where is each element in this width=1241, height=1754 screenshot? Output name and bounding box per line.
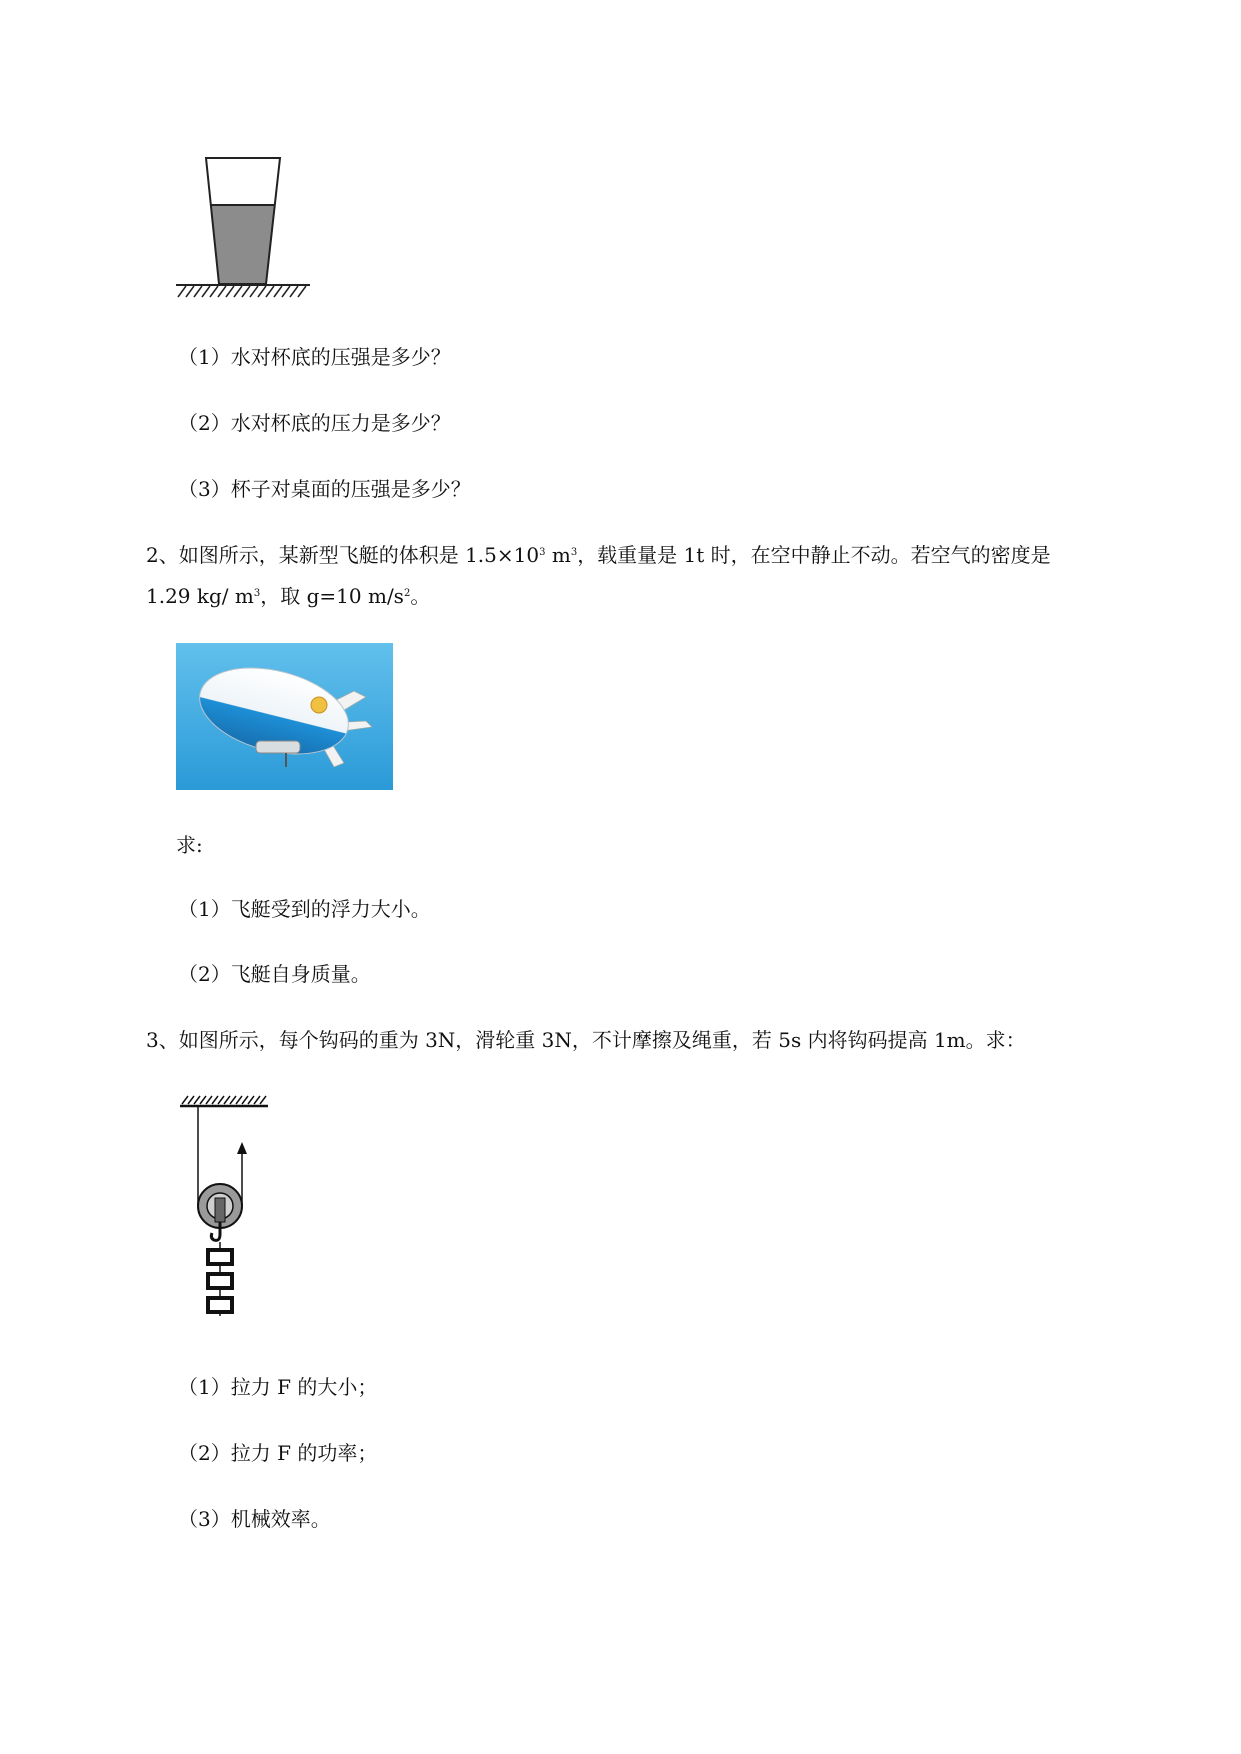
p3-q2: （2）拉力 F 的功率； (178, 1441, 378, 1465)
p2-q2: （2）飞艇自身质量。 (178, 962, 371, 986)
pulley-diagram (172, 1090, 282, 1330)
p2-q1: （1）飞艇受到的浮力大小。 (178, 897, 431, 921)
cup-diagram (150, 150, 320, 305)
p3-stem: 3、如图所示，每个钩码的重为 3N，滑轮重 3N，不计摩擦及绳重，若 5s 内将钩码提高 1m。求： (146, 1028, 1026, 1052)
p1-q3: （3）杯子对桌面的压强是多少？ (178, 477, 471, 501)
p1-q2: （2）水对杯底的压力是多少？ (178, 411, 451, 435)
p2-stem-line1: 2、如图所示，某新型飞艇的体积是 $1.5\times 10^3$ $m^3$，载重量是 1t 时，在空中静止不动。若空气的密度是 (146, 543, 1051, 567)
airship-photo (176, 643, 393, 790)
p3-q1: （1）拉力 F 的大小； (178, 1375, 378, 1399)
p1-q1: （1）水对杯底的压强是多少？ (178, 345, 451, 369)
p2-stem-line2: 1.29 kg/ $m^3$，取 g=10 $m/s^2$。 (146, 584, 431, 608)
p2-ask: 求: (176, 833, 203, 857)
p3-q3: （3）机械效率。 (178, 1507, 331, 1531)
